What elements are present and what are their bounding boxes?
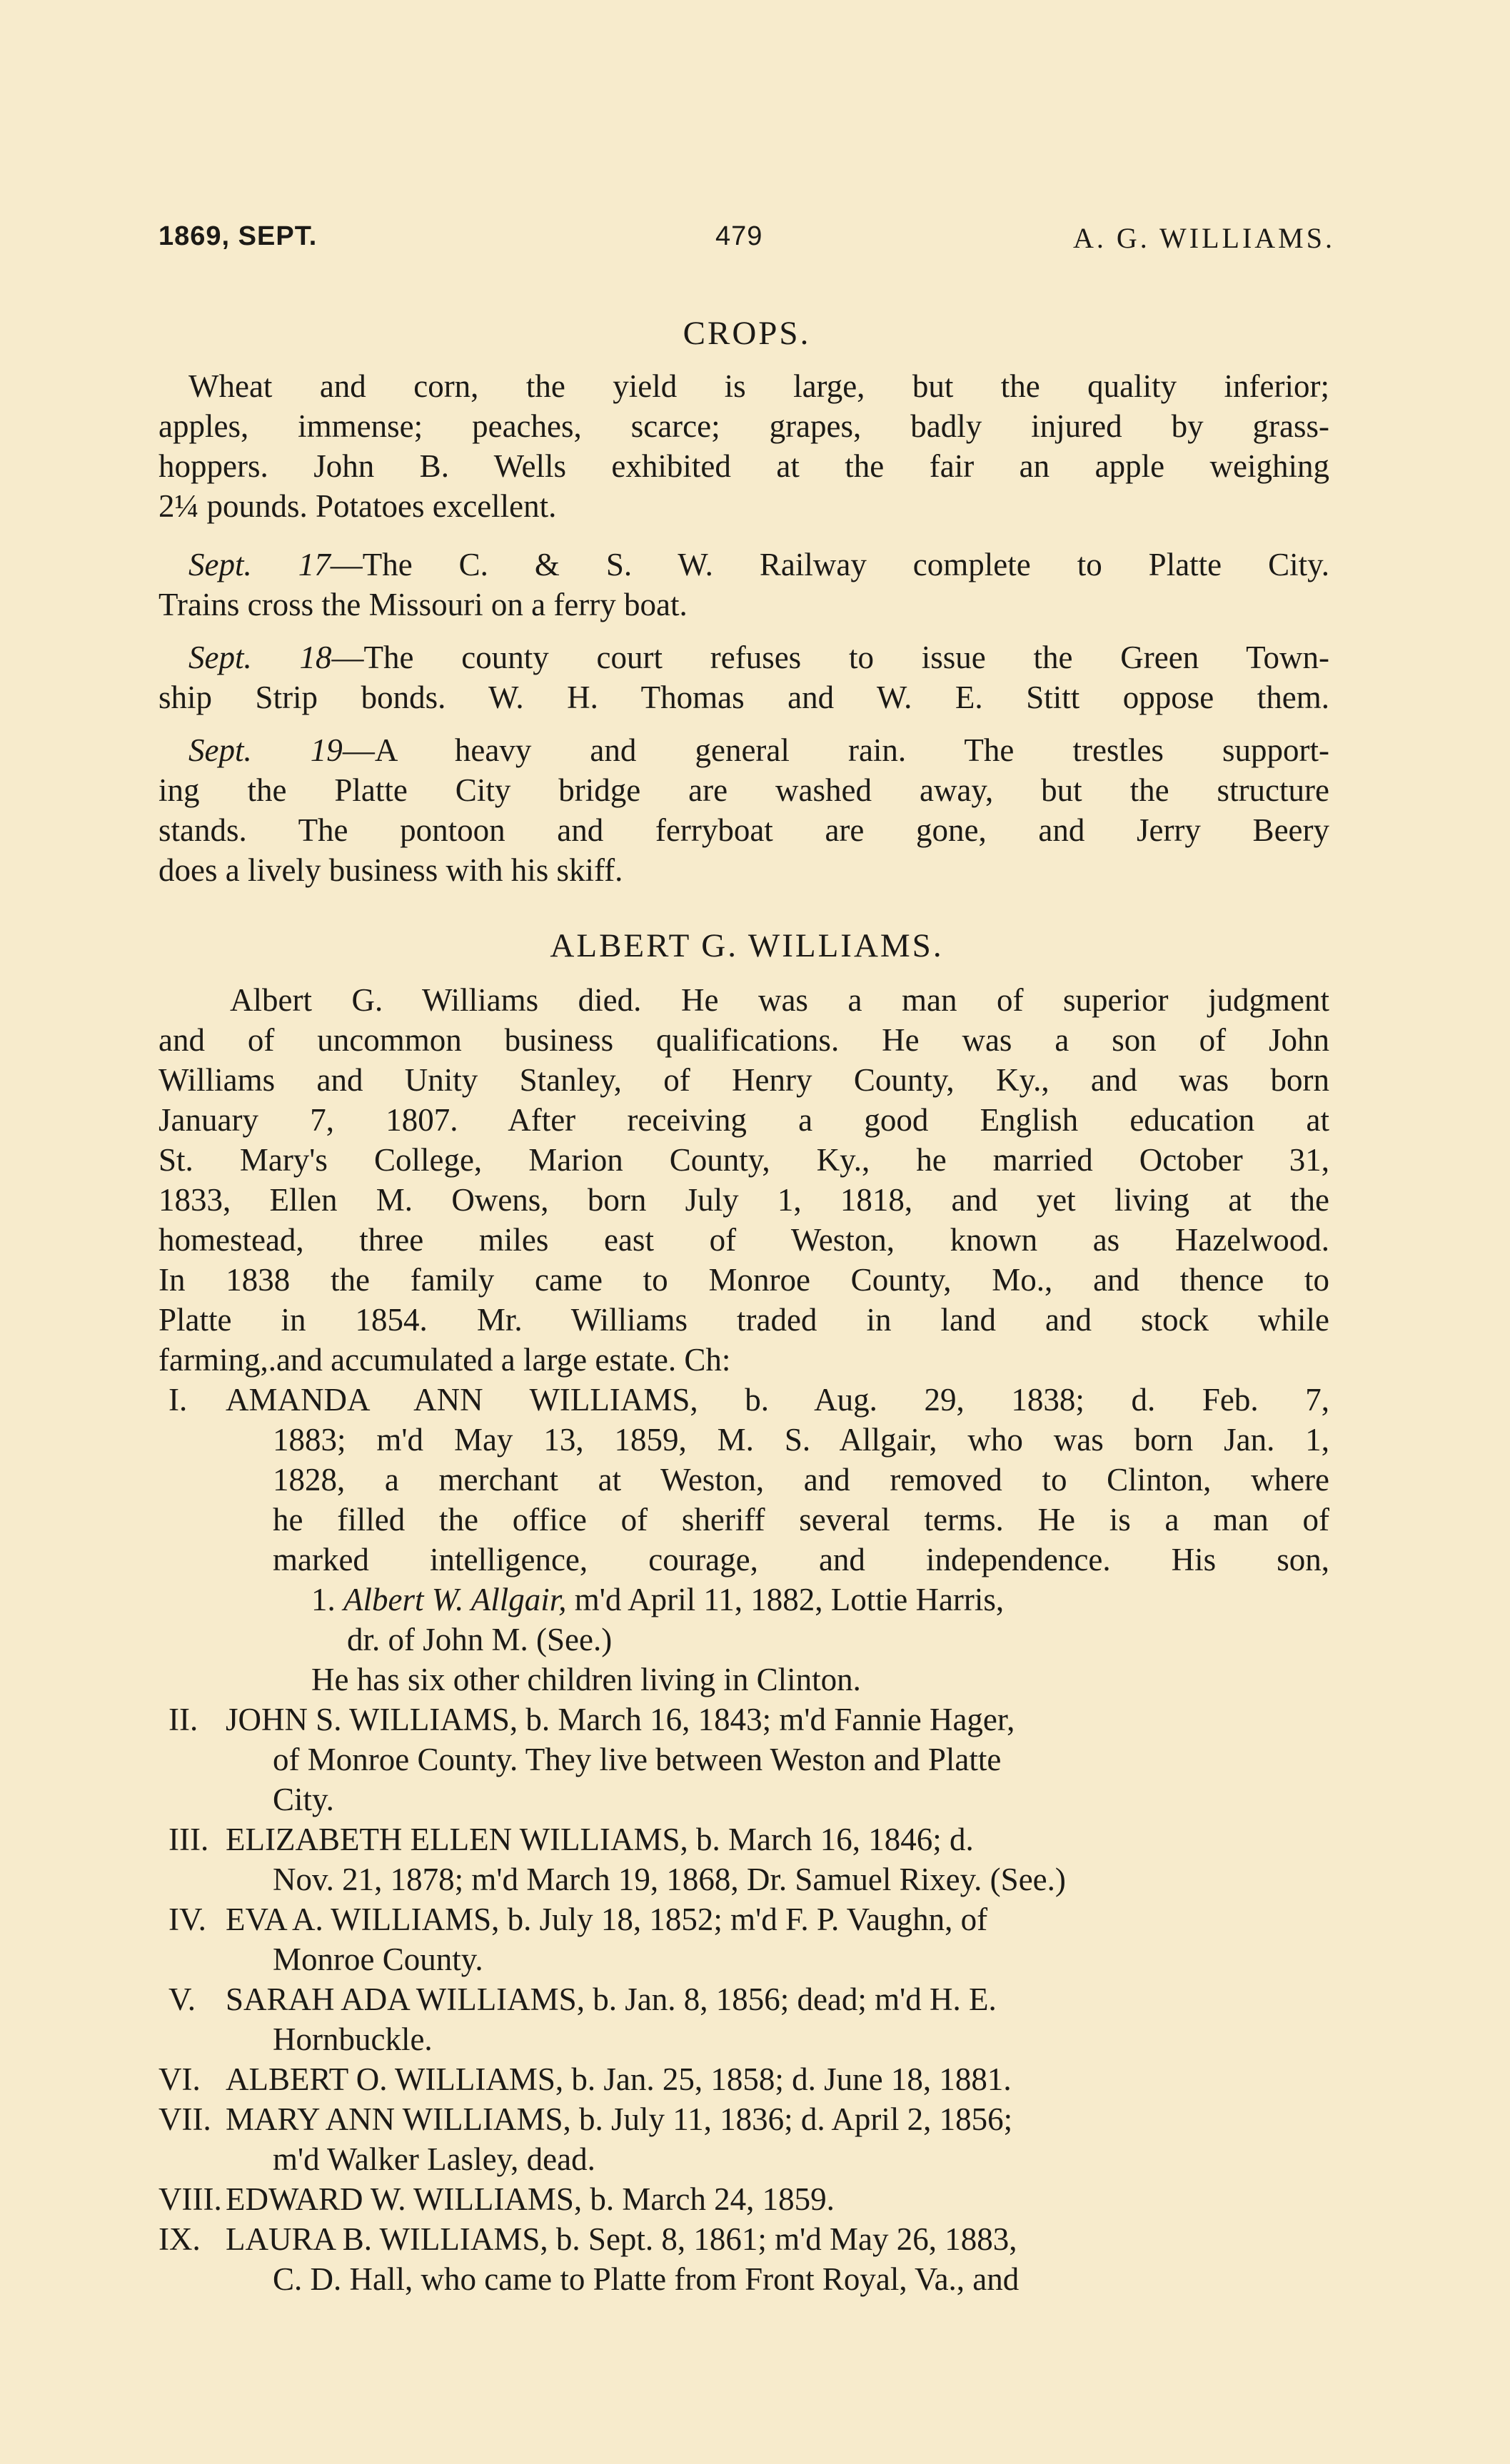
- text-line: St. Mary's College, Marion County, Ky., he married October 31,: [158, 1142, 1329, 1178]
- child-numeral: IV.: [168, 1902, 206, 1937]
- grandchild-text: m'd April 11, 1882, Lottie Harris,: [566, 1582, 1005, 1617]
- child-entry: [158, 2099, 1329, 2179]
- entry-sept-18: [158, 637, 1329, 717]
- text-line: [158, 637, 1329, 677]
- child-entry: [168, 1899, 1329, 1979]
- text-line: Williams and Unity Stanley, of Henry County, Ky., and was born: [158, 1062, 1329, 1098]
- text-line: hoppers. John B. Wells exhibited at the fair an apple weighing: [158, 448, 1329, 484]
- text-line: stands. The pontoon and ferryboat are gone, and Jerry Beery: [158, 812, 1329, 848]
- entry-sept-19: [158, 730, 1329, 890]
- text-line: homestead, three miles east of Weston, known as Hazelwood.: [158, 1222, 1329, 1258]
- text-line: Platte in 1854. Mr. Williams traded in land and stock while: [158, 1302, 1329, 1338]
- text-line: does a lively business with his skiff.: [158, 852, 623, 888]
- text-line: [168, 1380, 1329, 1420]
- child-entry: [158, 2179, 1329, 2219]
- text-line: and of uncommon business qualifications. He was a son of John: [158, 1022, 1329, 1058]
- child-text: AMANDA ANN WILLIAMS, b. Aug. 29, 1838; d. Feb. 7,: [226, 1382, 1329, 1418]
- text-line: marked intelligence, courage, and independence. His son,: [273, 1542, 1329, 1577]
- text-line: 1833, Ellen M. Owens, born July 1, 1818, and yet living at the: [158, 1182, 1329, 1218]
- child-entry: [168, 1819, 1329, 1899]
- child-text: JOHN S. WILLIAMS, b. March 16, 1843; m'd Fannie Hager,: [226, 1702, 1015, 1737]
- child-text: ALBERT O. WILLIAMS, b. Jan. 25, 1858; d. June 18, 1881.: [226, 2061, 1012, 2097]
- child-entry: [168, 1700, 1329, 1819]
- text-line: [168, 1819, 1329, 1859]
- grandchild-line: [168, 1580, 1329, 1620]
- entry-date: Sept. 19: [188, 732, 343, 768]
- text-line: 2¼ pounds. Potatoes excellent.: [158, 488, 557, 524]
- crops-paragraph: [158, 366, 1329, 526]
- text-line: farming,.and accumulated a large estate. Ch:: [158, 1342, 731, 1378]
- text-line: Nov. 21, 1878; m'd March 19, 1868, Dr. Samuel Rixey. (See.): [273, 1862, 1066, 1897]
- child-text: ELIZABETH ELLEN WILLIAMS, b. March 16, 1846; d.: [226, 1822, 974, 1857]
- text-line: apples, immense; peaches, scarce; grapes, badly injured by grass-: [158, 408, 1329, 444]
- text-line: Monroe County.: [273, 1942, 483, 1977]
- child-entry: [168, 1380, 1329, 1700]
- text-line: m'd Walker Lasley, dead.: [273, 2141, 595, 2177]
- grandchild-number: 1.: [311, 1582, 336, 1617]
- page-number: 479: [715, 221, 763, 251]
- child-entry: [168, 1979, 1329, 2059]
- child-entry: [158, 2219, 1329, 2299]
- running-header: [158, 221, 1335, 264]
- text-line: C. D. Hall, who came to Platte from Front Royal, Va., and: [273, 2261, 1020, 2297]
- text-line: he filled the office of sheriff several terms. He is a man of: [273, 1502, 1329, 1538]
- text-line: ing the Platte City bridge are washed away, but the structure: [158, 772, 1329, 808]
- williams-paragraph: [158, 980, 1329, 1380]
- text-line: dr. of John M. (See.): [347, 1622, 613, 1657]
- text-line: Hornbuckle.: [273, 2021, 433, 2057]
- text-line: City.: [273, 1782, 334, 1817]
- text-line: [158, 2059, 1329, 2099]
- child-numeral: I.: [168, 1382, 188, 1418]
- williams-heading: ALBERT G. WILLIAMS.: [550, 927, 944, 964]
- text-line: [158, 2219, 1329, 2259]
- entry-date: Sept. 17: [188, 547, 331, 582]
- text-line: [168, 1700, 1329, 1740]
- text-line: of Monroe County. They live between Weston and Platte: [273, 1742, 1002, 1777]
- text-line: In 1838 the family came to Monroe County, Mo., and thence to: [158, 1262, 1329, 1298]
- entry-date: Sept. 18: [188, 640, 332, 675]
- child-text: SARAH ADA WILLIAMS, b. Jan. 8, 1856; dead; m'd H. E.: [226, 1981, 997, 2017]
- text-line: [158, 2179, 1329, 2219]
- text-line: [158, 2099, 1329, 2139]
- text-line: [158, 730, 1329, 770]
- child-numeral: VIII.: [158, 2181, 222, 2217]
- text-line: Albert G. Williams died. He was a man of superior judgment: [230, 982, 1329, 1018]
- entry-text: —The C. & S. W. Railway complete to Platte City.: [330, 547, 1329, 582]
- text-line: Wheat and corn, the yield is large, but the quality inferior;: [188, 368, 1329, 404]
- text-line: [168, 1979, 1329, 2019]
- child-numeral: IX.: [158, 2221, 201, 2257]
- child-numeral: II.: [168, 1702, 198, 1737]
- child-text: EVA A. WILLIAMS, b. July 18, 1852; m'd F. P. Vaughn, of: [226, 1902, 988, 1937]
- text-line: [158, 545, 1329, 585]
- child-text: LAURA B. WILLIAMS, b. Sept. 8, 1861; m'd May 26, 1883,: [226, 2221, 1017, 2257]
- entry-text: —The county court refuses to issue the Green Town-: [331, 640, 1329, 675]
- text-line: ship Strip bonds. W. H. Thomas and W. E. Stitt oppose them.: [158, 680, 1329, 715]
- child-entry: [158, 2059, 1329, 2099]
- text-line: [168, 1899, 1329, 1939]
- text-line: January 7, 1807. After receiving a good English education at: [158, 1102, 1329, 1138]
- text-line: 1883; m'd May 13, 1859, M. S. Allgair, who was born Jan. 1,: [273, 1422, 1329, 1458]
- grandchild-name: Albert W. Allgair,: [343, 1582, 567, 1617]
- header-date: 1869, SEPT.: [158, 221, 318, 251]
- child-text: EDWARD W. WILLIAMS, b. March 24, 1859.: [226, 2181, 835, 2217]
- entry-sept-17: [158, 545, 1329, 625]
- text-line: 1828, a merchant at Weston, and removed to Clinton, where: [273, 1462, 1329, 1498]
- child-numeral: VII.: [158, 2101, 211, 2137]
- child-numeral: III.: [168, 1822, 209, 1857]
- child-numeral: V.: [168, 1981, 196, 2017]
- child-numeral: VI.: [158, 2061, 201, 2097]
- text-line: Trains cross the Missouri on a ferry boat.: [158, 587, 688, 622]
- entry-text: —A heavy and general rain. The trestles support-: [342, 732, 1329, 768]
- child-text: MARY ANN WILLIAMS, b. July 11, 1836; d. April 2, 1856;: [226, 2101, 1013, 2137]
- text-line: He has six other children living in Clinton.: [311, 1662, 861, 1697]
- crops-heading: CROPS.: [683, 315, 811, 352]
- header-name: A. G. WILLIAMS.: [1072, 222, 1335, 254]
